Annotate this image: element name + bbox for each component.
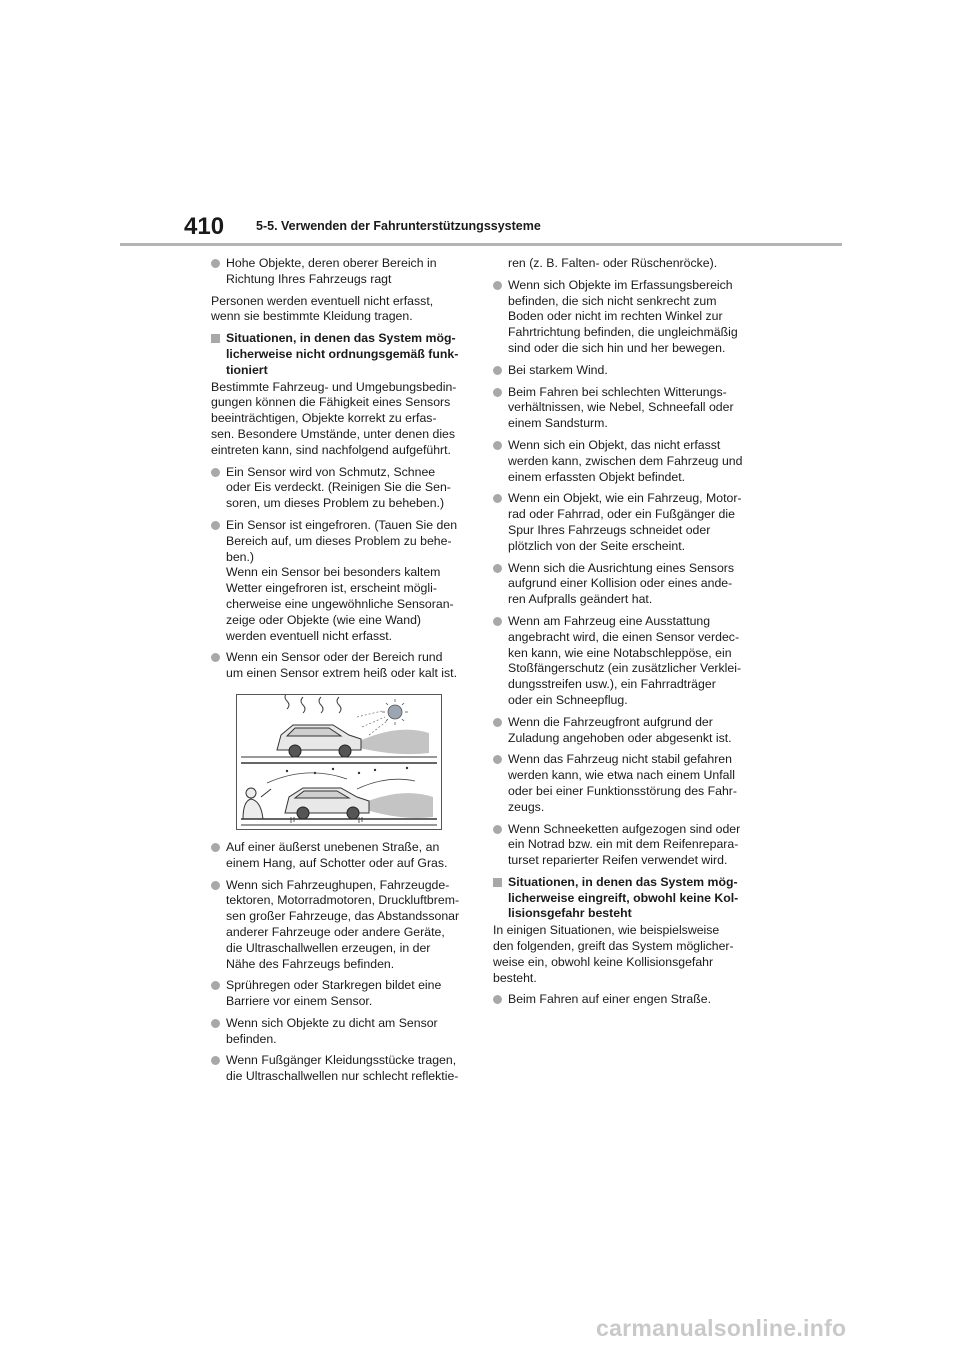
text-line: tektoren, Motorradmotoren, Druckluftbrem- xyxy=(226,893,460,908)
continued-text xyxy=(493,256,756,272)
bullet-dot-icon xyxy=(493,494,502,503)
text-line: eintreten kann, sind nachfolgend aufgeführt. xyxy=(211,442,451,457)
text-line: rad oder Fahrrad, oder ein Fußgänger die xyxy=(508,507,735,522)
bullet-item xyxy=(493,385,756,432)
bullet-item xyxy=(493,491,756,554)
bullet-item xyxy=(493,561,756,608)
text-line: Wenn sich ein Objekt, das nicht erfasst xyxy=(508,437,721,452)
bullet-dot-icon xyxy=(493,755,502,764)
text-line: Beim Fahren auf einer engen Straße. xyxy=(508,992,712,1007)
text-line: befinden, die sich nicht senkrecht zum xyxy=(508,293,717,308)
text-line: Ein Sensor wird von Schmutz, Schnee xyxy=(226,464,436,479)
text-line: verhältnissen, wie Nebel, Schneefall oder xyxy=(508,400,734,415)
text-line: Wenn das Fahrzeug nicht stabil gefahren xyxy=(508,752,732,767)
paragraph xyxy=(211,380,474,459)
paragraph xyxy=(211,294,474,326)
text-line: einem Sandsturm. xyxy=(508,416,608,431)
text-line: oder bei einer Funktionsstörung des Fahr- xyxy=(508,783,737,798)
text-line: sen. Besondere Umstände, unter denen dies xyxy=(211,426,456,441)
bullet-dot-icon xyxy=(211,981,220,990)
bullet-item xyxy=(211,650,474,682)
text-line: Wenn sich Fahrzeughupen, Fahrzeugde- xyxy=(226,877,450,892)
bullet-dot-icon xyxy=(493,564,502,573)
text-line: die Ultraschallwellen nur schlecht reflektie- xyxy=(226,1069,459,1084)
text-line: einem erfassten Objekt befindet. xyxy=(508,469,686,484)
paragraph xyxy=(493,923,756,986)
text-line: besteht. xyxy=(493,970,537,985)
text-line: Wenn ein Objekt, wie ein Fahrzeug, Motor- xyxy=(508,491,742,506)
bullet-dot-icon xyxy=(211,521,220,530)
bullet-dot-icon xyxy=(493,718,502,727)
bullet-dot-icon xyxy=(493,366,502,375)
text-line: Personen werden eventuell nicht erfasst, xyxy=(211,293,434,308)
text-line: licherweise nicht ordnungsgemäß funk- xyxy=(226,346,459,361)
text-line: Wenn sich Objekte zu dicht am Sensor xyxy=(226,1015,438,1030)
text-line: Bei starkem Wind. xyxy=(508,362,608,377)
bullet-item xyxy=(493,278,756,357)
text-line: In einigen Situationen, wie beispielsweise xyxy=(493,923,720,938)
bullet-item xyxy=(493,992,756,1008)
text-line: Fahrtrichtung befinden, die ungleichmäßig xyxy=(508,325,738,340)
text-line: Situationen, in denen das System mög- xyxy=(226,331,456,346)
bullet-dot-icon xyxy=(493,388,502,397)
heading-square-icon xyxy=(493,878,502,887)
text-line: befinden. xyxy=(226,1031,277,1046)
text-line: Wenn die Fahrzeugfront aufgrund der xyxy=(508,714,713,729)
text-line: Wenn am Fahrzeug eine Ausstattung xyxy=(508,613,711,628)
bullet-item xyxy=(493,822,756,869)
text-line: sind oder die sich hin und her bewegen. xyxy=(508,340,726,355)
text-line: ken kann, wie eine Notabschleppöse, ein xyxy=(508,645,732,660)
text-line: Wetter eingefroren ist, erscheint mögli- xyxy=(226,581,437,596)
text-line: Sprühregen oder Starkregen bildet eine xyxy=(226,978,442,993)
text-line: ren Aufpralls geändert hat. xyxy=(508,592,653,607)
bullet-item xyxy=(211,840,474,872)
bullet-dot-icon xyxy=(211,468,220,477)
text-line: Wenn ein Sensor oder der Bereich rund xyxy=(226,650,443,665)
text-line: Hohe Objekte, deren oberer Bereich in xyxy=(226,256,437,270)
text-line: weise ein, obwohl keine Kollisionsgefahr xyxy=(493,954,714,969)
text-line: werden kann, wie etwa nach einem Unfall xyxy=(508,768,735,783)
bullet-item xyxy=(211,256,474,288)
bullet-item xyxy=(493,715,756,747)
text-line: Spur Ihres Fahrzeugs schneidet oder xyxy=(508,522,711,537)
bullet-dot-icon xyxy=(493,617,502,626)
text-line: licherweise eingreift, obwohl keine Kol- xyxy=(508,890,739,905)
bullet-dot-icon xyxy=(211,259,220,268)
text-line: sen großer Fahrzeuge, das Abstandssonar xyxy=(226,909,460,924)
bullet-item xyxy=(493,614,756,709)
page-number: 410 xyxy=(184,213,225,240)
text-line: den folgenden, greift das System möglicher- xyxy=(493,939,734,954)
text-line: Nähe des Fahrzeugs befinden. xyxy=(226,956,395,971)
text-line: soren, um dieses Problem zu beheben.) xyxy=(226,496,445,511)
text-line: Beim Fahren bei schlechten Witterungs- xyxy=(508,384,727,399)
text-line: beeinträchtigen, Objekte korrekt zu erfas- xyxy=(211,411,437,426)
text-line: um einen Sensor extrem heiß oder kalt ist. xyxy=(226,666,458,681)
car-sensor-weather-illustration-icon xyxy=(237,695,441,829)
bullet-dot-icon xyxy=(211,1056,220,1065)
text-line: Wenn Schneeketten aufgezogen sind oder xyxy=(508,821,741,836)
text-line: werden kann, zwischen dem Fahrzeug und xyxy=(508,453,743,468)
text-line: angebracht wird, die einen Sensor verdec- xyxy=(508,629,740,644)
bullet-dot-icon xyxy=(493,441,502,450)
right-column xyxy=(493,256,756,1014)
watermark: carmanualsonline.info xyxy=(596,1315,847,1341)
text-line: Bereich auf, um dieses Problem zu behe- xyxy=(226,533,452,548)
bullet-dot-icon xyxy=(493,281,502,290)
section-heading xyxy=(493,875,756,922)
text-line: aufgrund einer Kollision oder eines ande- xyxy=(508,576,733,591)
text-line: oder Eis verdeckt. (Reinigen Sie die Sen- xyxy=(226,480,451,495)
text-line: Bestimmte Fahrzeug- und Umgebungsbedin- xyxy=(211,379,457,394)
text-line: cherweise eine ungewöhnliche Sensoran- xyxy=(226,596,454,611)
text-line: einem Hang, auf Schotter oder auf Gras. xyxy=(226,855,448,870)
text-line: Richtung Ihres Fahrzeugs ragt xyxy=(226,271,392,286)
header-rule xyxy=(120,243,842,246)
text-line: Stoßfängerschutz (ein zusätzlicher Verklei- xyxy=(508,661,742,676)
text-line: Ein Sensor ist eingefroren. (Tauen Sie den xyxy=(226,517,458,532)
illustration-figure xyxy=(236,694,442,830)
left-column xyxy=(211,256,474,1091)
bullet-item xyxy=(211,518,474,644)
bullet-item xyxy=(493,438,756,485)
text-line: die Ultraschallwellen erzeugen, in der xyxy=(226,940,431,955)
text-line: Wenn sich Objekte im Erfassungsbereich xyxy=(508,277,733,292)
bullet-dot-icon xyxy=(493,825,502,834)
text-line: gungen können die Fähigkeit eines Sensors xyxy=(211,395,451,410)
bullet-dot-icon xyxy=(211,653,220,662)
section-heading xyxy=(211,331,474,378)
bullet-item xyxy=(493,752,756,815)
text-line: zeige oder Objekte (wie eine Wand) xyxy=(226,612,422,627)
heading-square-icon xyxy=(211,334,220,343)
text-line: werden eventuell nicht erfasst. xyxy=(226,628,393,643)
text-line: ein Notrad bzw. ein mit dem Reifenrepara- xyxy=(508,837,739,852)
text-line: lisionsgefahr besteht xyxy=(508,906,632,921)
text-line: Wenn ein Sensor bei besonders kaltem xyxy=(226,565,441,580)
section-title: 5-5. Verwenden der Fahrunterstützungssysteme xyxy=(256,219,541,233)
text-line: Zuladung angehoben oder abgesenkt ist. xyxy=(508,730,732,745)
text-line: wenn sie bestimmte Kleidung tragen. xyxy=(211,309,413,324)
text-line: Situationen, in denen das System mög- xyxy=(508,874,738,889)
bullet-item xyxy=(211,878,474,973)
text-line: Auf einer äußerst unebenen Straße, an xyxy=(226,839,440,854)
bullet-item xyxy=(211,1016,474,1048)
bullet-item xyxy=(211,978,474,1010)
text-line: Barriere vor einem Sensor. xyxy=(226,994,373,1009)
bullet-item xyxy=(211,465,474,512)
text-line: ben.) xyxy=(226,549,255,564)
text-line: oder ein Schneepflug. xyxy=(508,692,628,707)
bullet-dot-icon xyxy=(211,843,220,852)
text-line: Wenn Fußgänger Kleidungsstücke tragen, xyxy=(226,1053,457,1068)
text-line: tioniert xyxy=(226,362,268,377)
bullet-item xyxy=(211,1053,474,1085)
text-line: plötzlich von der Seite erscheint. xyxy=(508,538,686,553)
text-line: turset reparierter Reifen verwendet wird. xyxy=(508,853,728,868)
text-line: anderer Fahrzeuge oder andere Geräte, xyxy=(226,924,445,939)
bullet-dot-icon xyxy=(211,881,220,890)
bullet-dot-icon xyxy=(211,1019,220,1028)
text-line: Boden oder nicht im rechten Winkel zur xyxy=(508,309,723,324)
text-line: Wenn sich die Ausrichtung eines Sensors xyxy=(508,560,735,575)
text-line: ren (z. B. Falten- oder Rüschenröcke). xyxy=(508,256,718,270)
text-line: dungsstreifen usw.), ein Fahrradträger xyxy=(508,677,716,692)
bullet-item xyxy=(493,363,756,379)
text-line: zeugs. xyxy=(508,799,545,814)
bullet-dot-icon xyxy=(493,995,502,1004)
